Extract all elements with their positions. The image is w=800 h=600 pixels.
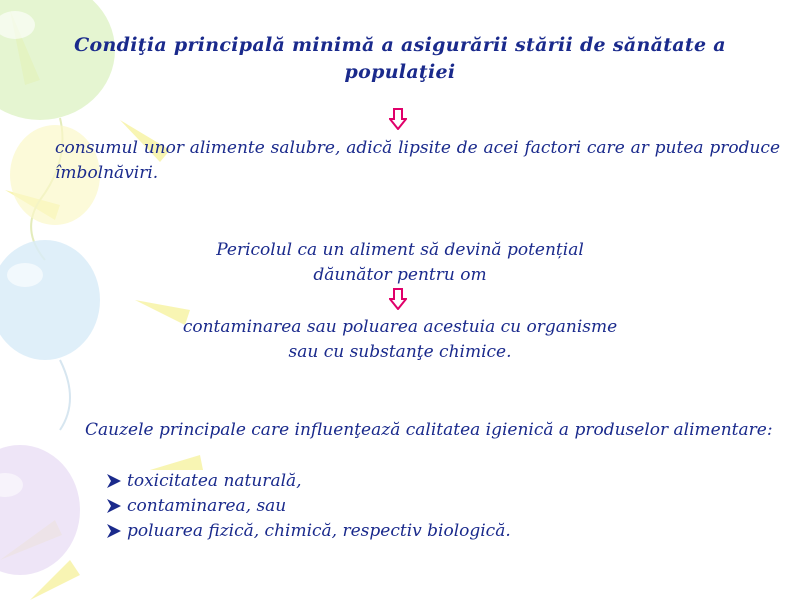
causes-intro: Cauzele principale care influenţează calitatea igienică a produselor alimentare: — [85, 420, 773, 440]
contamination-line-1: contaminarea sau poluarea acestuia cu organisme — [182, 317, 618, 337]
down-arrow-icon — [389, 108, 407, 130]
causes-list — [105, 468, 725, 543]
list-item-label: poluarea fizică, chimică, respectiv biologică. — [127, 520, 511, 541]
list-item — [105, 518, 725, 543]
list-item — [105, 468, 725, 493]
arrowhead-bullet-icon — [105, 472, 123, 490]
danger-text — [100, 238, 700, 288]
paragraph-consum: consumul unor alimente salubre, adică lipsite de acei factori care ar putea produce îmbolnăviri. — [55, 138, 780, 183]
list-item — [105, 493, 725, 518]
list-item-label: toxicitatea naturală, — [127, 470, 302, 491]
down-arrow-icon — [389, 288, 407, 310]
arrowhead-bullet-icon — [105, 522, 123, 540]
arrowhead-bullet-icon — [105, 497, 123, 515]
danger-line-2: dăunător pentru om — [313, 265, 487, 285]
slide-title: Condiţia principală minimă a asigurării stării de sănătate a populaţiei — [74, 34, 726, 83]
danger-line-1: Pericolul ca un aliment să devină potențial — [216, 240, 584, 260]
contamination-text — [100, 315, 700, 365]
contamination-line-2: sau cu substanţe chimice. — [288, 342, 512, 362]
list-item-label: contaminarea, sau — [127, 495, 287, 516]
